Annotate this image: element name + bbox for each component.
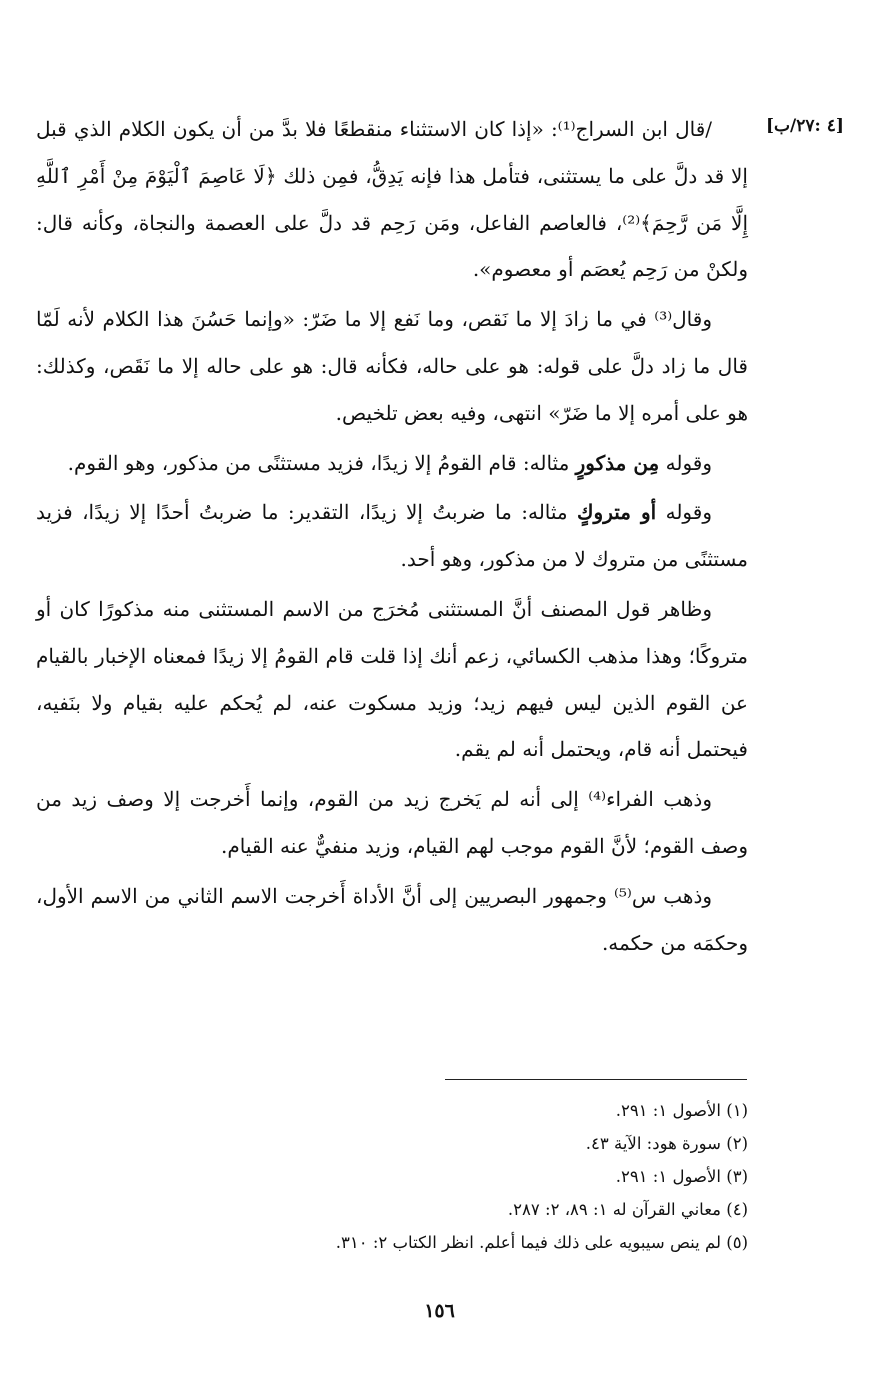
paragraph-farra: وذهب الفراء⁽⁴⁾ إلى أنه لم يَخرج زيد من القوم، وإنما أَخرجت إلا وصف زيد من وصف القوم؛ لأنَّ القوم موجب لهم القيام، وزيد منفيٌّ عنه القيام.	[36, 787, 748, 858]
footnote-2: (٢) سورة هود: الآية ٤٣.	[585, 1134, 748, 1153]
paragraph-aw-matruk	[36, 489, 748, 583]
quoted-term-bold: أو متروكٍ	[577, 500, 657, 525]
paragraph-min-madhkur	[36, 440, 748, 487]
main-text	[36, 106, 748, 966]
quoted-term-bold: مِن مذكورٍ	[575, 450, 660, 475]
paragraph-rest: مثاله: قام القومُ إلا زيدًا، فزيد مستثنًى من مذكور، وهو القوم.	[67, 450, 576, 475]
footnote-3: (٣) الأصول ١: ٢٩١.	[615, 1167, 748, 1186]
footnotes	[100, 1094, 748, 1259]
paragraph-lead: وقوله	[659, 450, 712, 475]
footnote-4: (٤) معاني القرآن له ١: ٨٩، ٢: ٢٨٧.	[507, 1200, 748, 1219]
footnote-divider	[445, 1079, 747, 1080]
paragraph-lead: وقوله	[656, 500, 712, 525]
paragraph-basriyyin: وذهب س⁽⁵⁾ وجمهور البصريين إلى أنَّ الأداة أَخرجت الاسم الثاني من الاسم الأول، وحكمَه من حكمه.	[36, 883, 748, 955]
paragraph-rest: مثاله: ما ضربتُ إلا زيدًا، التقدير: ما ضربتُ أحدًا إلا زيدًا، فزيد مستثنًى من متروك لا من مذكور، وهو أحد.	[36, 500, 748, 572]
footnote-5: (٥) لم ينص سيبويه على ذلك فيما أعلم. انظر الكتاب ٢: ٣١٠.	[335, 1233, 748, 1252]
manuscript-folio-reference: [٤ :٢٧/ب]	[766, 116, 844, 136]
paragraph-ma-zada: وقال⁽³⁾ في ما زادَ إلا ما نَقص، وما نَفع إلا ما ضَرّ: «وإنما حَسُنَ هذا الكلام لأنه لَمّا قال ما زاد دلَّ على قوله: هو على حاله، فكأنه قال: هو على حاله إلا ما نَقَص، وكذلك: هو على أمره إلا ما ضَرّ» انتهى، وفيه بعض تلخيص.	[36, 307, 748, 425]
paragraph-ibn-al-sarraj: /قال ابن السراج⁽¹⁾: «إذا كان الاستثناء منقطعًا فلا بدَّ من أن يكون الكلام الذي قبل إلا قد دلَّ على ما يستثنى، فتأمل هذا فإنه يَدِقُّ، فمِن ذلك ﴿لَا عَاصِمَ ٱلْيَوْمَ مِنْ أَمْرِ ٱللَّهِ إِلَّا مَن رَّحِمَ﴾⁽²⁾، فالعاصم الفاعل، ومَن رَحِم قد دلَّ على العصمة والنجاة، وكأنه قال: ولكنْ من رَحِم يُعصَم أو معصوم».	[36, 117, 749, 282]
footnote-1: (١) الأصول ١: ٢٩١.	[615, 1101, 748, 1120]
page-number: ١٥٦	[424, 1300, 455, 1322]
paragraph-kisai: وظاهر قول المصنف أنَّ المستثنى مُخرَج من الاسم المستثنى منه مذكورًا كان أو متروكًا؛ وهذا مذهب الكسائي، زعم أنك إذا قلت قام القومُ إلا زيدًا فمعناه الإخبار بالقيام عن القوم الذين ليس فيهم زيد؛ وزيد مسكوت عنه، لم يُحكم عليه بقيام ولا بنَفيه، فيحتمل أنه قام، ويحتمل أنه لم يقم.	[36, 596, 748, 762]
